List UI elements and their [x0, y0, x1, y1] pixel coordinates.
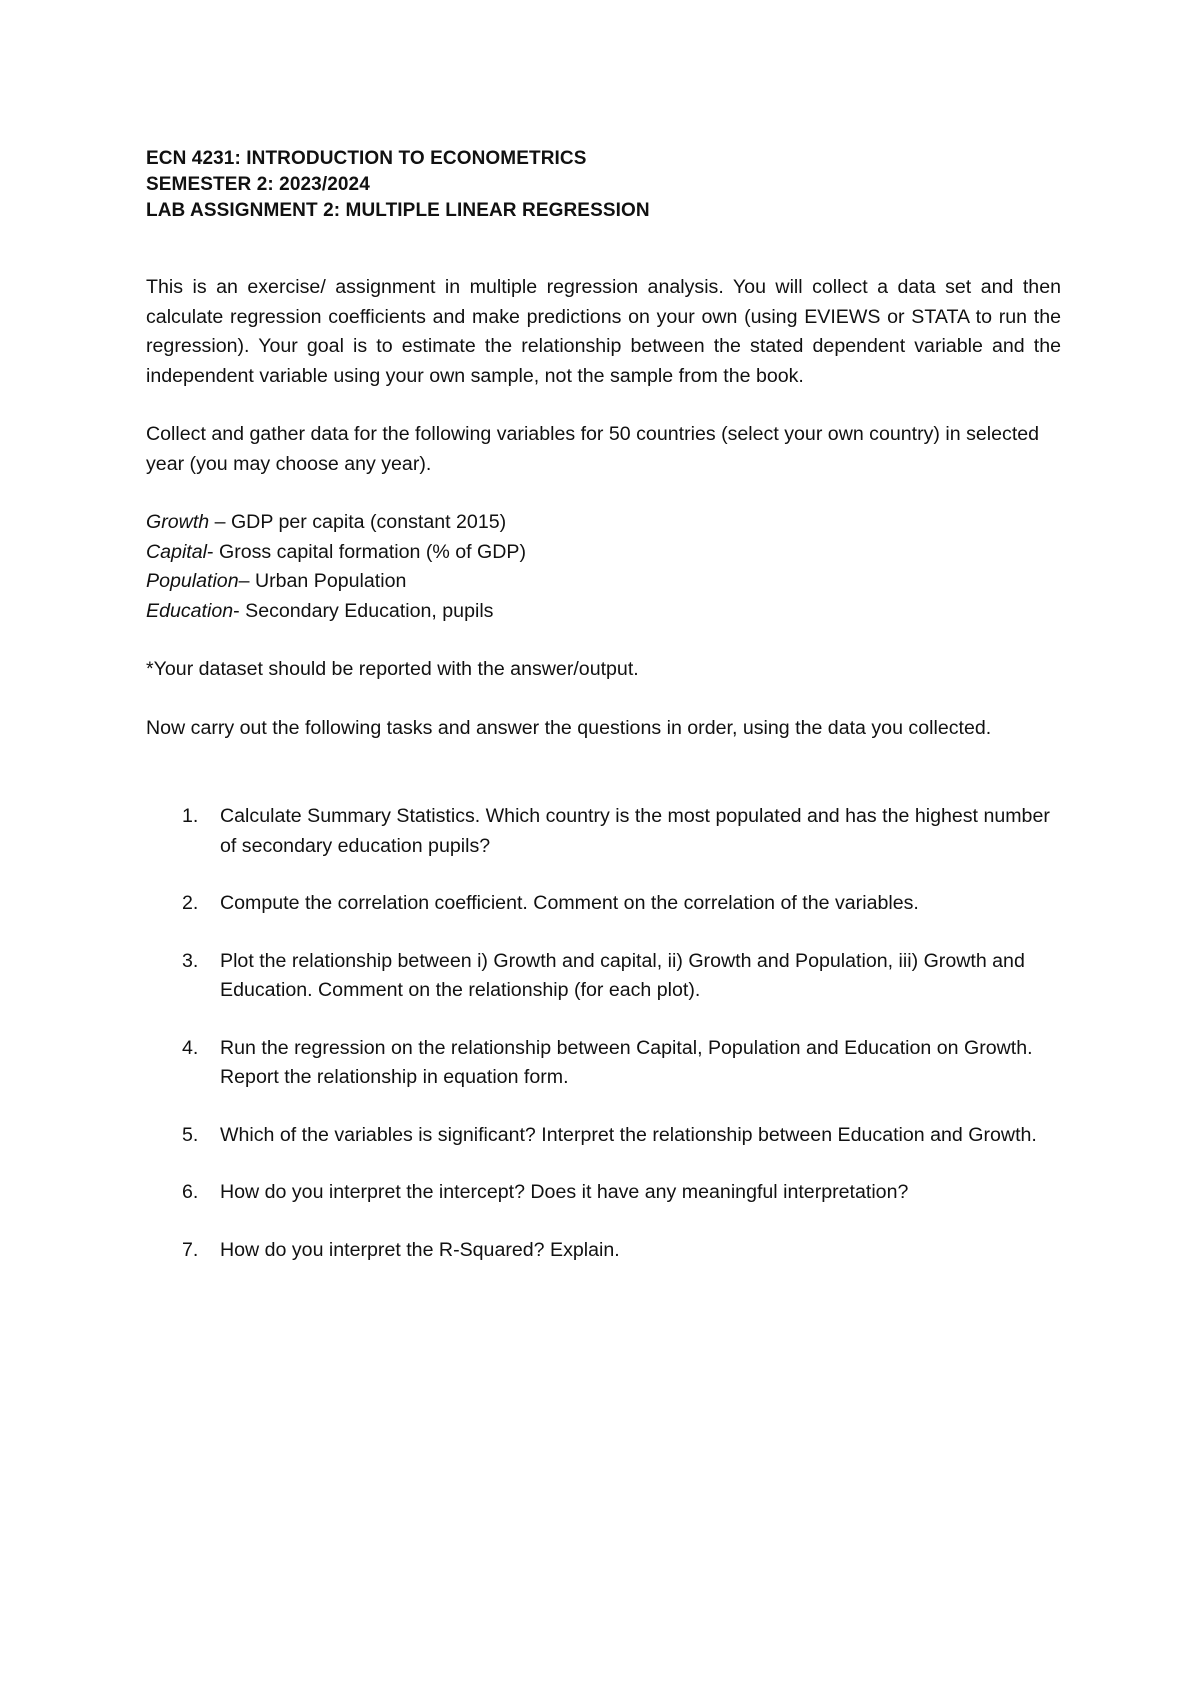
question-text: Compute the correlation coefficient. Comment on the correlation of the variables. [220, 892, 919, 914]
question-number: 6. [182, 1181, 199, 1203]
question-item [146, 802, 1061, 861]
question-item [146, 1236, 1061, 1266]
variable-description: - Secondary Education, pupils [233, 599, 494, 622]
question-number: 1. [182, 805, 199, 827]
question-item [146, 889, 1061, 919]
question-text: Calculate Summary Statistics. Which country is the most populated and has the highest number of secondary education pupils? [220, 805, 1050, 857]
variable-name: Capital [146, 540, 207, 563]
variable-description: - Gross capital formation (% of GDP) [207, 540, 527, 563]
question-text: How do you interpret the R-Squared? Explain. [220, 1238, 620, 1261]
question-number: 5. [182, 1123, 199, 1146]
tasks-intro: Now carry out the following tasks and answer the questions in order, using the data you collected. [146, 716, 992, 739]
course-title: ECN 4231: INTRODUCTION TO ECONOMETRICS [146, 148, 587, 169]
variable-name: Growth [146, 511, 210, 533]
question-number: 3. [182, 949, 199, 972]
variable-name: Population [146, 570, 239, 592]
variable-item [146, 567, 1061, 597]
question-number: 7. [182, 1238, 199, 1261]
question-item [146, 1178, 1061, 1208]
intro-paragraph: This is an exercise/ assignment in multiple regression analysis. You will collect a data set and then calculate regression coefficients and make predictions on your own (using EVIEWS or STATA to run the regression). Your goal is to estimate the relationship between the stated dependent variable and the independent variable using your own sample, not the sample from the book. [146, 276, 1061, 387]
variable-item [146, 508, 1061, 538]
variable-list [146, 508, 1061, 626]
variable-description: – Urban Population [238, 570, 407, 592]
question-item [146, 1121, 1061, 1151]
question-number: 2. [182, 892, 199, 914]
question-text: Run the regression on the relationship between Capital, Population and Education on Growth. Report the relationship in equation form. [220, 1036, 1033, 1088]
question-text: Which of the variables is significant? Interpret the relationship between Education and Growth. [220, 1123, 1037, 1146]
assignment-title: LAB ASSIGNMENT 2: MULTIPLE LINEAR REGRESSION [146, 200, 650, 221]
semester-line: SEMESTER 2: 2023/2024 [146, 174, 370, 195]
question-item [146, 947, 1061, 1006]
variable-item [146, 597, 1061, 627]
question-text: Plot the relationship between i) Growth and capital, ii) Growth and Population, iii) Growth and Education. Comment on the relationship (for each plot). [220, 949, 1025, 1001]
document-body [146, 146, 1061, 1293]
variable-item [146, 538, 1061, 568]
question-number: 4. [182, 1036, 199, 1059]
dataset-note: *Your dataset should be reported with the answer/output. [146, 658, 639, 680]
document-header [146, 146, 1061, 224]
variable-name: Education [146, 599, 234, 622]
question-list [146, 802, 1061, 1265]
question-item [146, 1034, 1061, 1093]
question-text: How do you interpret the intercept? Does it have any meaningful interpretation? [220, 1181, 909, 1203]
variable-description: – GDP per capita (constant 2015) [209, 511, 507, 533]
collect-paragraph: Collect and gather data for the following variables for 50 countries (select your own country) in selected year (you may choose any year). [146, 423, 1040, 475]
